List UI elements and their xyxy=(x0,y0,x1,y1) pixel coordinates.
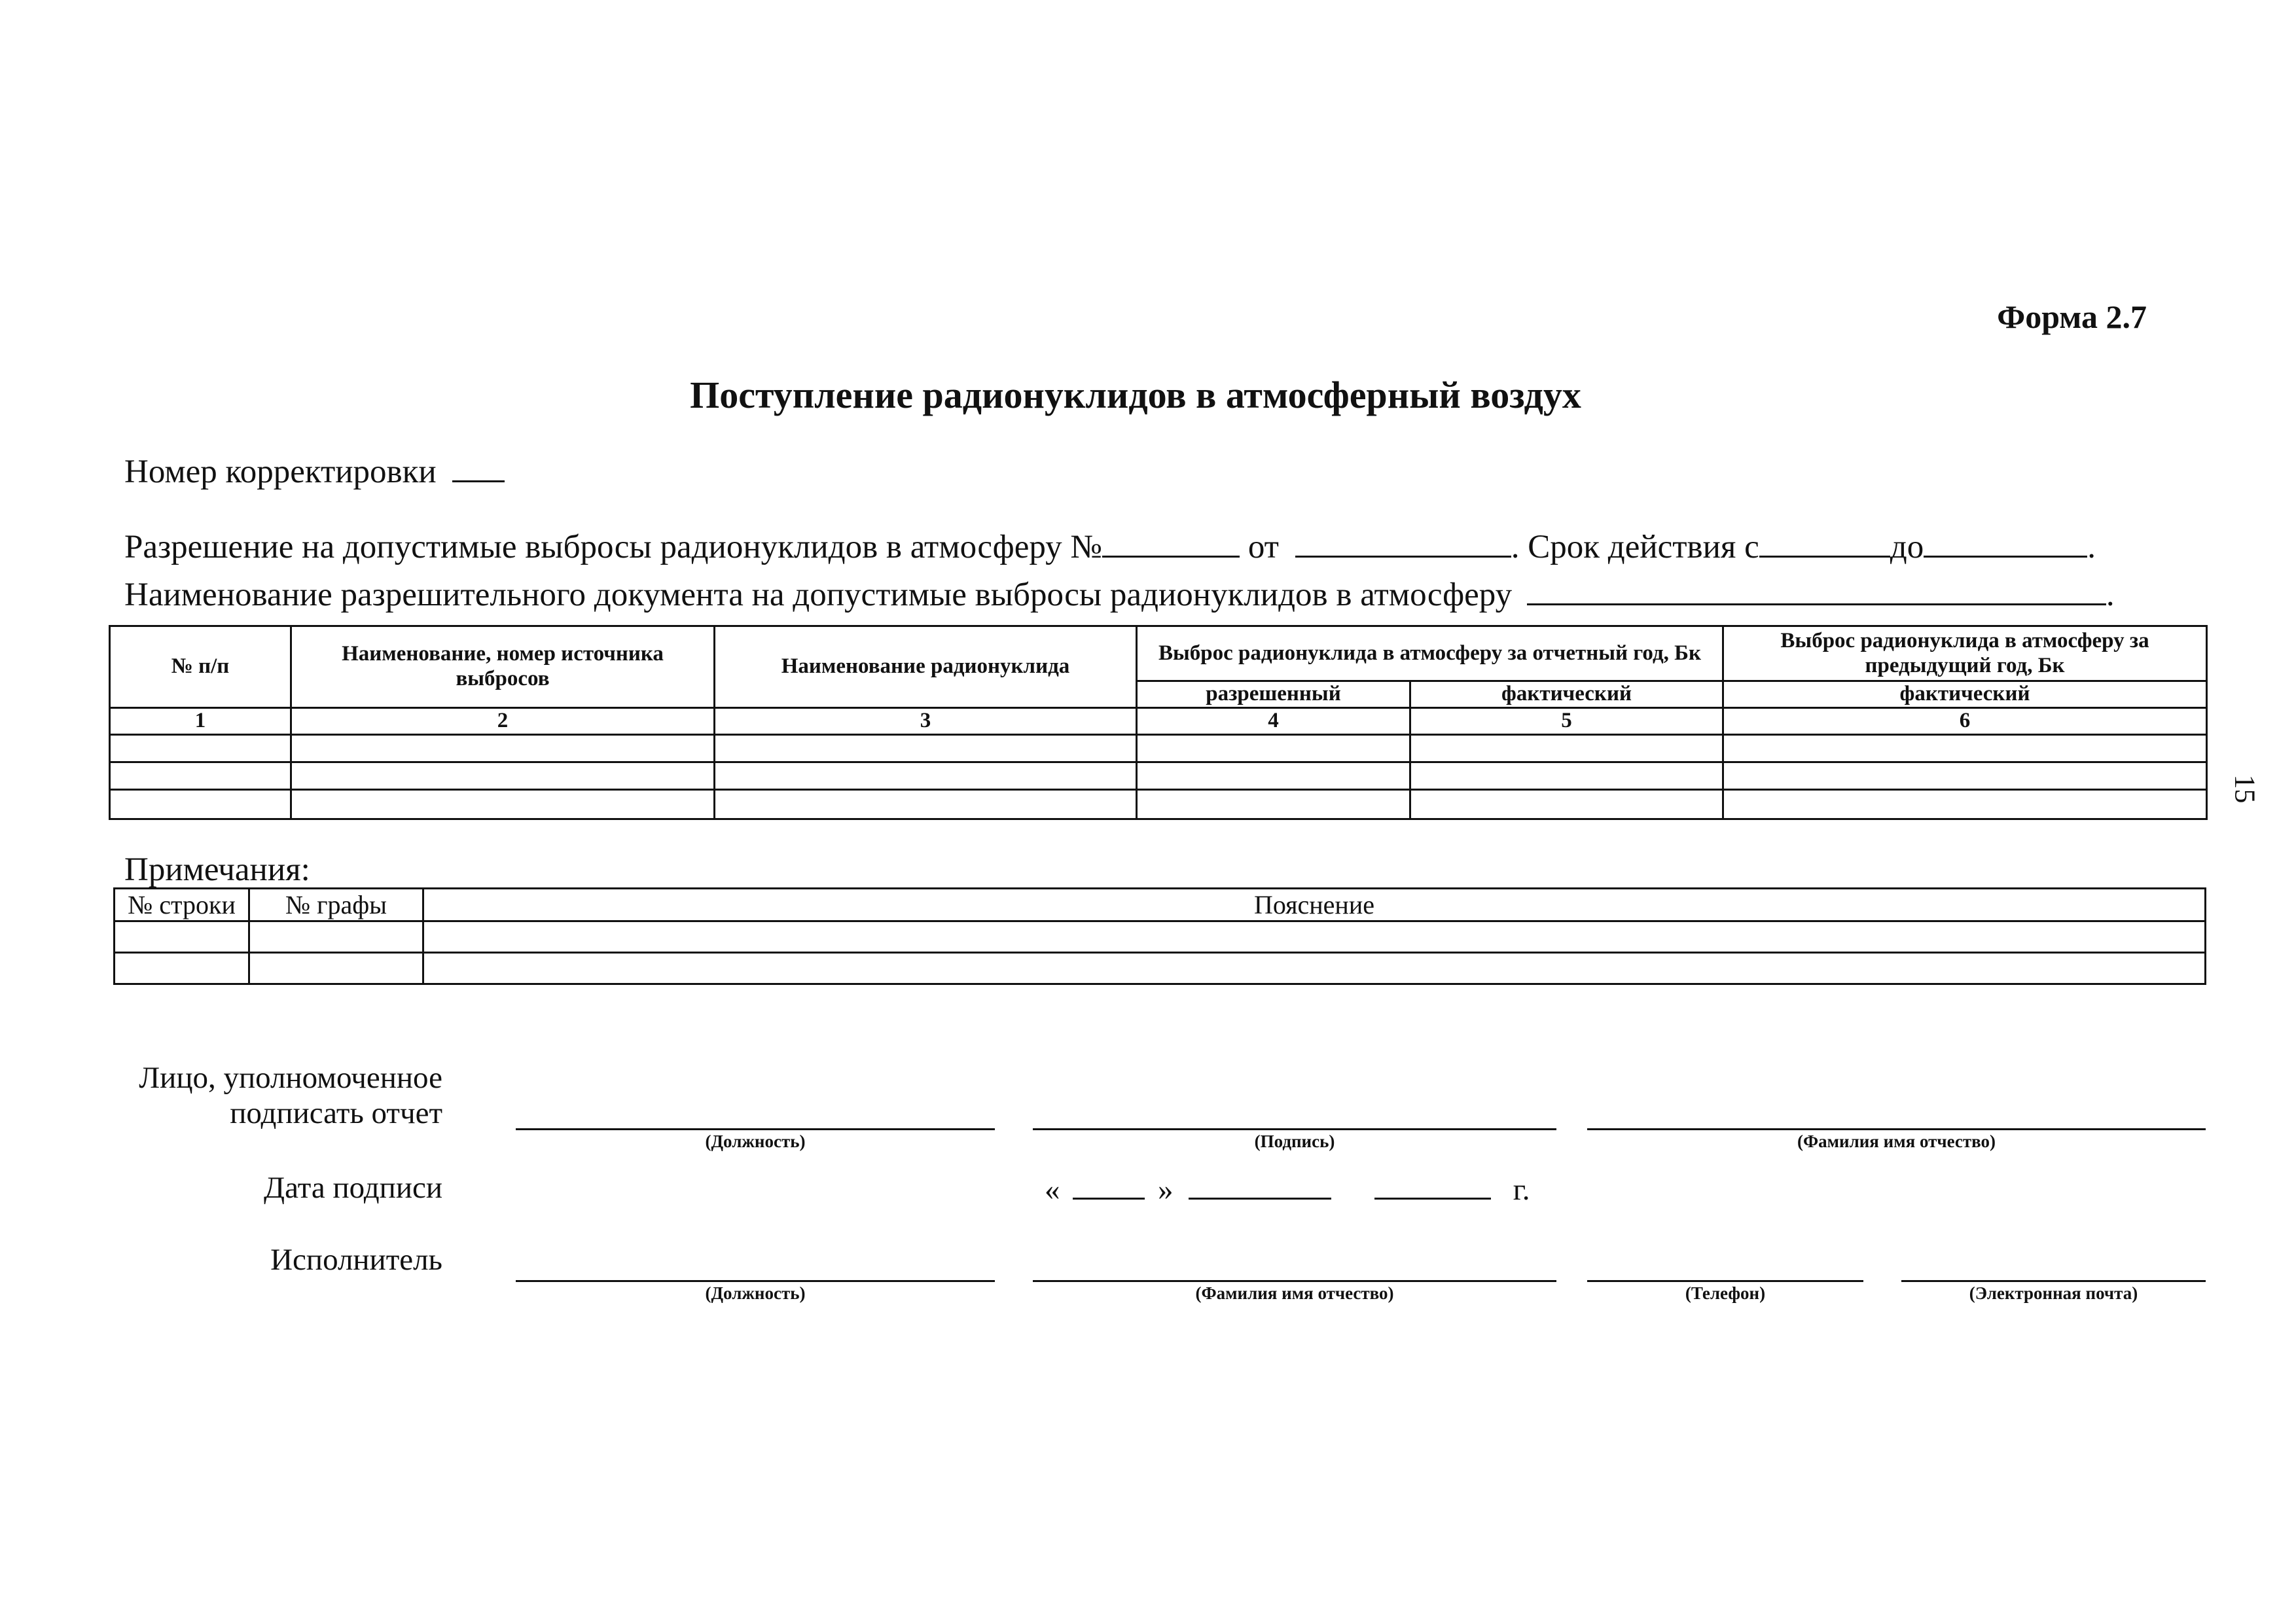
column-number: 4 xyxy=(1137,707,1410,734)
table-cell[interactable] xyxy=(1723,762,2207,789)
open-quote: « xyxy=(1045,1173,1060,1207)
table-row xyxy=(115,953,2206,984)
validity-start-field[interactable] xyxy=(1759,527,1890,558)
executor-position-line[interactable] xyxy=(516,1280,995,1282)
fullname-caption: (Фамилия имя отчество) xyxy=(1797,1132,1996,1151)
table-cell[interactable] xyxy=(1410,789,1723,819)
header-previous-actual: фактический xyxy=(1723,681,2207,708)
table-cell[interactable] xyxy=(1410,762,1723,789)
notes-header-row: № строки xyxy=(115,889,249,921)
header-num: № п/п xyxy=(110,626,291,708)
position-caption: (Должность) xyxy=(705,1132,806,1151)
permit-validity-label: . Срок действия с xyxy=(1511,529,1759,565)
column-number: 3 xyxy=(715,707,1137,734)
permit-line xyxy=(124,527,2096,566)
table-cell[interactable] xyxy=(1137,762,1410,789)
notes-table xyxy=(113,887,2206,985)
permit-prefix: Разрешение на допустимые выбросы радионуклидов в атмосферу № xyxy=(124,529,1103,565)
executor-fullname-caption: (Фамилия имя отчество) xyxy=(1195,1283,1394,1303)
year-suffix: г. xyxy=(1513,1173,1530,1207)
signature-caption: (Подпись) xyxy=(1254,1132,1335,1151)
table-cell[interactable] xyxy=(1723,789,2207,819)
document-name-label: Наименование разрешительного документа на допустимые выбросы радионуклидов в атмосферу xyxy=(124,577,1513,613)
document-name-line xyxy=(124,575,2115,614)
table-row xyxy=(115,921,2206,953)
table-cell[interactable] xyxy=(423,953,2206,984)
table-cell[interactable] xyxy=(715,734,1137,762)
notes-label: Примечания: xyxy=(124,851,310,888)
executor-position-caption: (Должность) xyxy=(705,1283,806,1303)
validity-end-field[interactable] xyxy=(1924,527,2087,558)
emissions-table xyxy=(109,625,2208,820)
header-current-year: Выброс радионуклида в атмосферу за отчетный год, Бк xyxy=(1137,626,1723,681)
day-field[interactable] xyxy=(1073,1169,1145,1200)
signature-line[interactable] xyxy=(1033,1128,1556,1130)
header-previous-year: Выброс радионуклида в атмосферу за предыдущий год, Бк xyxy=(1723,626,2207,681)
column-number-row xyxy=(110,707,2207,734)
table-cell[interactable] xyxy=(115,921,249,953)
close-quote: » xyxy=(1158,1173,1174,1207)
permit-to-label: до xyxy=(1890,529,1924,565)
executor-label: Исполнитель xyxy=(270,1243,442,1277)
table-cell[interactable] xyxy=(1410,734,1723,762)
permit-end-dot: . xyxy=(2087,529,2096,565)
executor-fullname-line[interactable] xyxy=(1033,1280,1556,1282)
column-number: 1 xyxy=(110,707,291,734)
signature-date-field xyxy=(1045,1169,1530,1207)
correction-line xyxy=(124,452,505,491)
email-line[interactable] xyxy=(1901,1280,2206,1282)
table-cell[interactable] xyxy=(115,953,249,984)
year-field[interactable] xyxy=(1374,1169,1491,1200)
header-permitted: разрешенный xyxy=(1137,681,1410,708)
table-cell[interactable] xyxy=(110,734,291,762)
column-number: 6 xyxy=(1723,707,2207,734)
notes-header-column: № графы xyxy=(249,889,423,921)
month-field[interactable] xyxy=(1189,1169,1331,1200)
authorized-person-label xyxy=(115,1060,442,1131)
table-cell[interactable] xyxy=(291,789,715,819)
table-cell[interactable] xyxy=(291,734,715,762)
correction-label: Номер корректировки xyxy=(124,454,437,490)
table-cell[interactable] xyxy=(1723,734,2207,762)
page-title: Поступление радионуклидов в атмосферный воздух xyxy=(690,374,1581,416)
form-number: Форма 2.7 xyxy=(1997,298,2147,335)
document-name-field[interactable] xyxy=(1527,575,2106,605)
table-cell[interactable] xyxy=(715,789,1137,819)
email-caption: (Электронная почта) xyxy=(1969,1283,2138,1303)
header-nuclide: Наименование радионуклида xyxy=(715,626,1137,708)
column-number: 2 xyxy=(291,707,715,734)
document-name-end: . xyxy=(2106,577,2115,613)
permit-number-field[interactable] xyxy=(1102,527,1240,558)
header-source: Наименование, номер источника выбросов xyxy=(291,626,715,708)
table-cell[interactable] xyxy=(1137,789,1410,819)
table-cell[interactable] xyxy=(423,921,2206,953)
permit-from-label: от xyxy=(1247,529,1279,565)
table-cell[interactable] xyxy=(110,762,291,789)
phone-caption: (Телефон) xyxy=(1685,1283,1766,1303)
correction-number-field[interactable] xyxy=(452,452,505,482)
table-cell[interactable] xyxy=(249,953,423,984)
authorized-label-line-1: Лицо, уполномоченное xyxy=(139,1061,442,1095)
signature-date-label: Дата подписи xyxy=(264,1171,442,1205)
column-number: 5 xyxy=(1410,707,1723,734)
authorized-label-line-2: подписать отчет xyxy=(230,1096,442,1131)
fullname-signature-line[interactable] xyxy=(1587,1128,2206,1130)
position-signature-line[interactable] xyxy=(516,1128,995,1130)
page-number: 15 xyxy=(2229,774,2261,804)
table-cell[interactable] xyxy=(249,921,423,953)
header-actual: фактический xyxy=(1410,681,1723,708)
table-row xyxy=(110,789,2207,819)
table-cell[interactable] xyxy=(715,762,1137,789)
table-cell[interactable] xyxy=(1137,734,1410,762)
table-row xyxy=(110,734,2207,762)
permit-date-field[interactable] xyxy=(1295,527,1511,558)
table-cell[interactable] xyxy=(110,789,291,819)
phone-line[interactable] xyxy=(1587,1280,1863,1282)
notes-header-explanation: Пояснение xyxy=(423,889,2206,921)
table-row xyxy=(110,762,2207,789)
table-cell[interactable] xyxy=(291,762,715,789)
